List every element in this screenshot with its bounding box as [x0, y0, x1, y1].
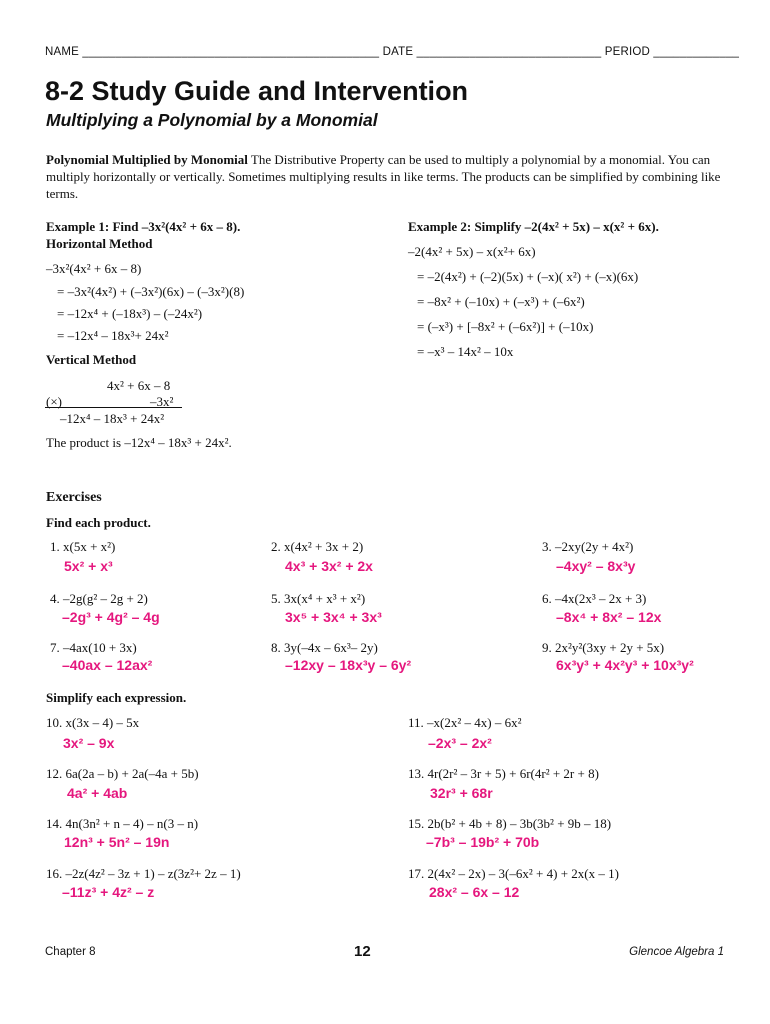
exercise-question: 6. –4x(2x³ – 2x + 3) [542, 591, 647, 606]
exercise-answer: –8x⁴ + 8x² – 12x [556, 609, 662, 625]
intro-body: The Distributive Property can be used to multiply a polynomial by a monomial. You can multiply horizontally or vertically. Sometimes multiplying results in like terms. The products can be simplified by combining like terms. [46, 152, 721, 201]
exercise-question: 16. –2z(4z² – 3z + 1) – z(3z²+ 2z – 1) [46, 866, 241, 881]
example2-line: = –x³ – 14x² – 10x [417, 344, 514, 359]
exercise-question: 14. 4n(3n² + n – 4) – n(3 – n) [46, 816, 199, 831]
example2-line: = (–x³) + [–8x² + (–6x²)] + (–10x) [417, 319, 594, 334]
exercise-answer: –7b³ – 19b² + 70b [426, 834, 540, 850]
name-date-period-line: NAME _____________________________________________ DATE ____________________________ PERIOD _____________ [45, 46, 740, 58]
vertical-rule [45, 407, 182, 408]
exercise-answer: 6x³y³ + 4x²y³ + 10x³y² [556, 657, 694, 673]
example1-product: The product is –12x⁴ – 18x³ + 24x². [46, 435, 232, 450]
vertical-line: –12x⁴ – 18x³ + 24x² [60, 411, 165, 426]
exercise-answer: 4x³ + 3x² + 2x [285, 558, 373, 574]
exercise-answer: 32r³ + 68r [430, 785, 493, 801]
exercise-question: 17. 2(4x² – 2x) – 3(–6x² + 4) + 2x(x – 1) [408, 866, 619, 881]
exercise-answer: 3x² – 9x [63, 735, 115, 751]
example1-vertical-label: Vertical Method [46, 352, 137, 367]
page-subtitle: Multiplying a Polynomial by a Monomial [46, 110, 378, 130]
exercise-answer: –40ax – 12ax² [62, 657, 153, 673]
intro-paragraph [46, 151, 731, 202]
exercise-question: 15. 2b(b² + 4b + 8) – 3b(3b² + 9b – 18) [408, 816, 612, 831]
exercise-answer: –2g³ + 4g² – 4g [62, 609, 160, 625]
example2-title: Example 2: Simplify –2(4x² + 5x) – x(x² + 6x). [408, 219, 659, 234]
exercise-question: 3. –2xy(2y + 4x²) [542, 539, 634, 554]
exercises-heading: Exercises [46, 490, 102, 505]
example2-line: –2(4x² + 5x) – x(x²+ 6x) [408, 244, 536, 259]
vertical-times-sign: (×) [46, 394, 62, 409]
example1-line: = –12x⁴ + (–18x³) – (–24x²) [57, 306, 203, 321]
exercise-question: 9. 2x²y²(3xy + 2y + 5x) [542, 640, 665, 655]
exercise-answer: 3x⁵ + 3x⁴ + 3x³ [285, 609, 382, 625]
example1-horizontal-label: Horizontal Method [46, 236, 153, 251]
example1-line: = –3x²(4x²) + (–3x²)(6x) – (–3x²)(8) [57, 284, 245, 299]
exercise-question: 10. x(3x – 4) – 5x [46, 715, 140, 730]
exercise-question: 12. 6a(2a – b) + 2a(–4a + 5b) [46, 766, 199, 781]
exercise-answer: 28x² – 6x – 12 [429, 884, 520, 900]
exercise-question: 13. 4r(2r² – 3r + 5) + 6r(4r² + 2r + 8) [408, 766, 599, 781]
vertical-line: 4x² + 6x – 8 [107, 378, 171, 393]
example2-line: = –8x² + (–10x) + (–x³) + (–6x²) [417, 294, 585, 309]
exercise-question: 2. x(4x² + 3x + 2) [271, 539, 364, 554]
exercise-question: 7. –4ax(10 + 3x) [50, 640, 137, 655]
exercise-question: 8. 3y(–4x – 6x³– 2y) [271, 640, 378, 655]
exercise-answer: 12n³ + 5n² – 19n [64, 834, 170, 850]
footer-book-title: Glencoe Algebra 1 [629, 946, 724, 958]
exercise-question: 11. –x(2x² – 4x) – 6x² [408, 715, 522, 730]
example1-line: = –12x⁴ – 18x³+ 24x² [57, 328, 169, 343]
exercise-answer: 5x² + x³ [64, 558, 113, 574]
simplify-heading: Simplify each expression. [46, 690, 187, 705]
exercise-answer: –11z³ + 4z² – z [62, 884, 155, 900]
exercise-answer: –2x³ – 2x² [428, 735, 492, 751]
page-title: 8-2 Study Guide and Intervention [45, 76, 469, 106]
exercise-question: 1. x(5x + x²) [50, 539, 116, 554]
example1-title: Example 1: Find –3x²(4x² + 6x – 8). [46, 219, 241, 234]
exercise-answer: –12xy – 18x³y – 6y² [285, 657, 412, 673]
footer-chapter: Chapter 8 [45, 946, 96, 958]
example1-line: –3x²(4x² + 6x – 8) [46, 261, 142, 276]
exercise-question: 4. –2g(g² – 2g + 2) [50, 591, 148, 606]
exercise-question: 5. 3x(x⁴ + x³ + x²) [271, 591, 366, 606]
footer-page-number: 12 [354, 943, 371, 960]
intro-heading: Polynomial Multiplied by Monomial [46, 152, 248, 167]
vertical-line: –3x² [150, 394, 174, 409]
exercise-answer: 4a² + 4ab [67, 785, 128, 801]
example2-line: = –2(4x²) + (–2)(5x) + (–x)( x²) + (–x)(6x) [417, 269, 639, 284]
find-heading: Find each product. [46, 515, 151, 530]
exercise-answer: –4xy² – 8x³y [556, 558, 636, 574]
